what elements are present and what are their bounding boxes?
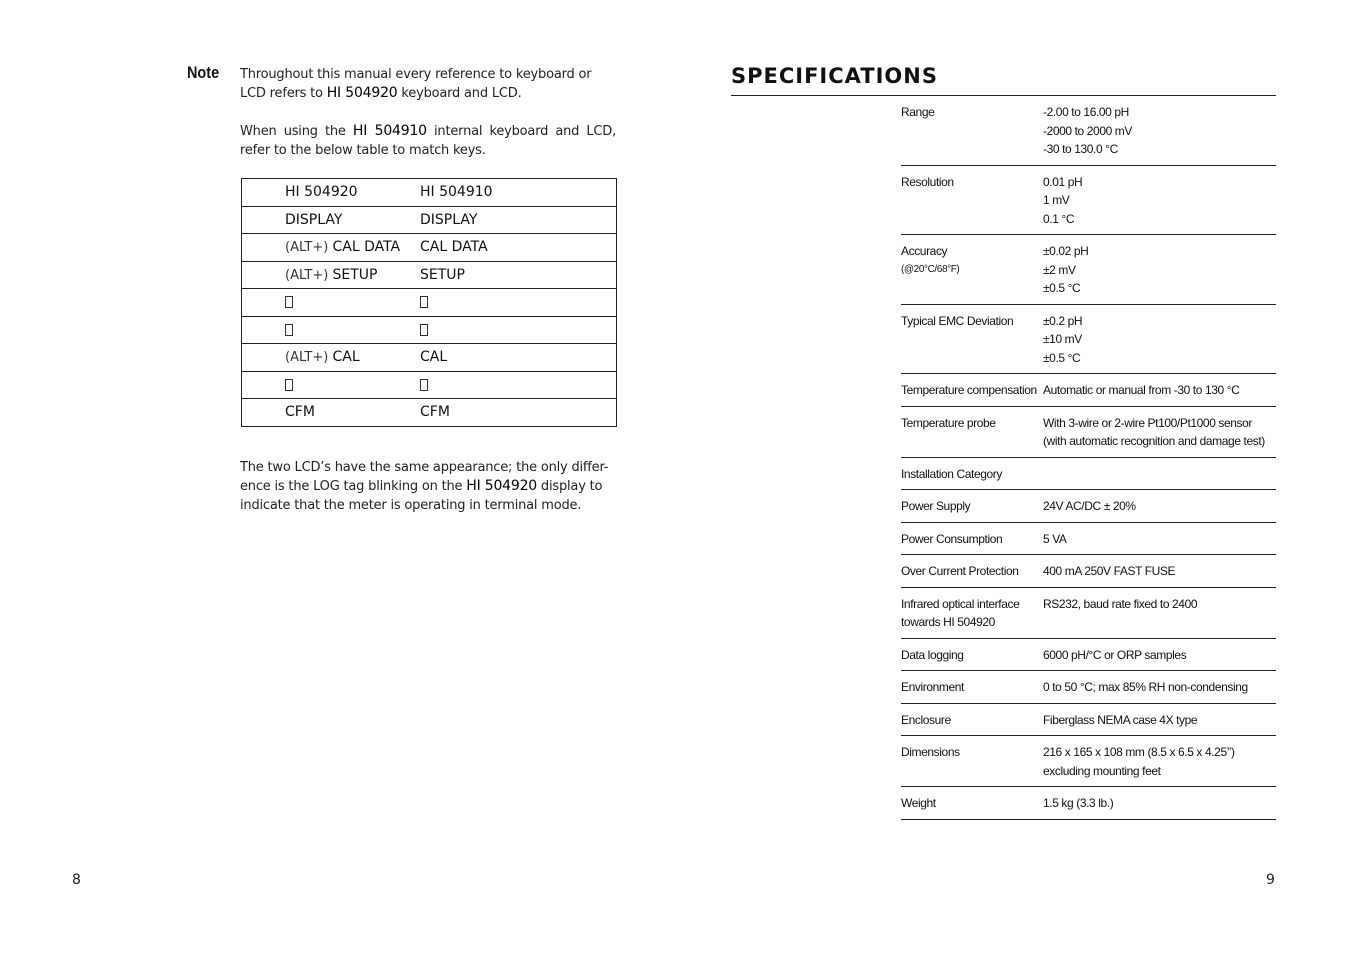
spec-label: Enclosure [901,703,1043,736]
spec-value: Automatic or manual from -30 to 130 °C [1043,374,1276,407]
key-glyph-icon [285,379,293,391]
spec-value: 6000 pH/°C or ORP samples [1043,638,1276,671]
key-cell-hi504920: (ALT+) SETUP [242,261,421,289]
spec-row [901,638,1276,671]
key-glyph-icon [420,296,428,308]
spec-label: Accuracy (@20°C/68°F) [901,235,1043,305]
spec-row [901,555,1276,588]
table-row [242,234,617,262]
key-cell-hi504920 [242,371,421,399]
spec-label: Dimensions [901,736,1043,787]
key-cell-hi504920: (ALT+) CAL [242,344,421,372]
spec-label: Installation Category [901,457,1043,490]
spec-value: RS232, baud rate fixed to 2400 [1043,587,1276,638]
spec-value [1043,457,1276,490]
spec-label: Typical EMC Deviation [901,304,1043,374]
usage-paragraph: When using the HI 504910 internal keyboard and LCD, refer to the below table to match keys. [240,123,616,158]
table-row [242,344,617,372]
spec-row [901,457,1276,490]
spec-label: Over Current Protection [901,555,1043,588]
table-row [242,316,617,344]
key-glyph-icon [285,324,293,336]
spec-value: 1.5 kg (3.3 lb.) [1043,787,1276,820]
table-row [242,206,617,234]
spec-row [901,165,1276,235]
spec-label: Power Consumption [901,522,1043,555]
spec-value: 0 to 50 °C; max 85% RH non-condensing [1043,671,1276,704]
model-name: HI 504920 [326,85,398,101]
spec-value: ±0.02 pH ±2 mV ±0.5 °C [1043,235,1276,305]
spec-row [901,703,1276,736]
spec-row [901,235,1276,305]
page-number: 8 [72,872,81,888]
key-mapping-table [241,178,617,427]
spec-label: Environment [901,671,1043,704]
spec-row [901,304,1276,374]
spec-value: 216 x 165 x 108 mm (8.5 x 6.5 x 4.25’’) excluding mounting feet [1043,736,1276,787]
spec-row [901,490,1276,523]
spec-label: Data logging [901,638,1043,671]
spec-value: 24V AC/DC ± 20% [1043,490,1276,523]
key-glyph-icon [285,296,293,308]
key-cell-hi504910: DISPLAY [420,206,617,234]
spec-value: 0.01 pH 1 mV 0.1 °C [1043,165,1276,235]
spec-row [901,374,1276,407]
model-name: HI 504920 [466,478,537,494]
spec-label: Resolution [901,165,1043,235]
key-cell-hi504920 [242,289,421,317]
key-cell-hi504910 [420,316,617,344]
key-cell-hi504910: CFM [420,399,617,427]
spec-label: Weight [901,787,1043,820]
key-cell-hi504910: SETUP [420,261,617,289]
spec-label: Infrared optical interface towards HI 504920 [901,587,1043,638]
table-row [242,261,617,289]
key-cell-hi504910: CAL DATA [420,234,617,262]
spec-value: 5 VA [1043,522,1276,555]
key-glyph-icon [420,324,428,336]
key-cell-hi504910 [420,371,617,399]
spec-value: Fiberglass NEMA case 4X type [1043,703,1276,736]
spec-value: ±0.2 pH ±10 mV ±0.5 °C [1043,304,1276,374]
key-cell-hi504910 [420,289,617,317]
spec-value: 400 mA 250V FAST FUSE [1043,555,1276,588]
spec-value: With 3-wire or 2-wire Pt100/Pt1000 sensor (with automatic recognition and damage test) [1043,406,1276,457]
key-cell-hi504920 [242,316,421,344]
model-name: HI 504910 [352,123,427,139]
specifications-table [901,96,1276,820]
column-header: HI 504920 [242,179,421,207]
lcd-paragraph: The two LCD’s have the same appearance; the only differ-ence is the LOG tag blinking on the HI 504920 display to indicate that the meter is operating in terminal mode. [240,460,609,513]
table-header-row [242,179,617,207]
spec-label: Power Supply [901,490,1043,523]
key-cell-hi504920: CFM [242,399,421,427]
spec-row [901,406,1276,457]
spec-label: Temperature probe [901,406,1043,457]
spec-row [901,587,1276,638]
column-header: HI 504910 [420,179,617,207]
note-paragraph: Throughout this manual every reference to keyboard or LCD refers to HI 504920 keyboard and LCD. [240,67,592,101]
spec-row [901,96,1276,165]
table-row [242,371,617,399]
spec-row [901,671,1276,704]
page-number: 9 [1266,872,1275,888]
table-row [242,289,617,317]
table-row [242,399,617,427]
spec-row [901,787,1276,820]
key-cell-hi504920: DISPLAY [242,206,421,234]
note-label: Note [187,63,220,82]
specifications-title: SPECIFICATIONS [731,64,938,88]
spec-label: Range [901,96,1043,165]
spec-value: -2.00 to 16.00 pH -2000 to 2000 mV -30 to 130.0 °C [1043,96,1276,165]
key-cell-hi504920: (ALT+) CAL DATA [242,234,421,262]
spec-row [901,736,1276,787]
key-glyph-icon [420,379,428,391]
spec-row [901,522,1276,555]
spec-label: Temperature compensation [901,374,1043,407]
key-cell-hi504910: CAL [420,344,617,372]
